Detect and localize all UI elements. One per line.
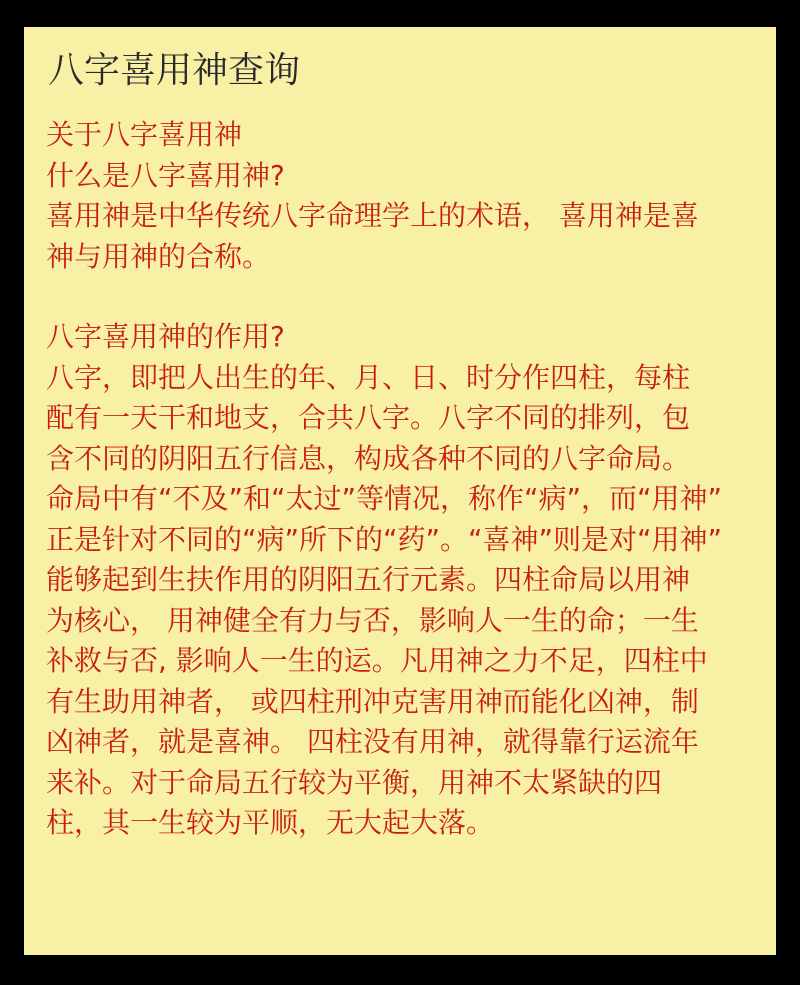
section-heading: 关于八字喜用神 — [46, 118, 243, 151]
question-heading: 八字喜用神的作用? — [46, 320, 285, 353]
paragraph-line: 神与用神的合称。 — [46, 239, 271, 273]
paragraph-line: 喜用神是中华传统八字命理学上的术语， 喜用神是喜 — [46, 199, 699, 232]
page-title: 八字喜用神查询 — [48, 50, 301, 91]
question-heading: 什么是八字喜用神? — [46, 158, 285, 192]
paragraph-line: 能够起到生扶作用的阴阳五行元素。四柱命局以用神 — [46, 563, 691, 596]
paragraph-line: 正是针对不同的“病”所下的“药”。“喜神”则是对“用神” — [46, 522, 723, 556]
paragraph-line: 补救与否, 影响人一生的运。凡用神之力不足，四柱中 — [46, 644, 708, 677]
paragraph-line: 凶神者，就是喜神。 四柱没有用神，就得靠行运流年 — [46, 725, 699, 758]
paragraph-line: 含不同的阴阳五行信息，构成各种不同的八字命局。 — [46, 441, 691, 475]
article-body — [46, 115, 758, 844]
paragraph-line: 为核心， 用神健全有力与否，影响人一生的命；一生 — [46, 603, 699, 637]
paragraph-line: 八字，即把人出生的年、月、日、时分作四柱，每柱 — [46, 360, 691, 394]
paragraph-line: 命局中有“不及”和“太过”等情况，称作“病”，而“用神” — [46, 482, 723, 515]
content-card — [24, 27, 776, 955]
paragraph-line: 来补。对于命局五行较为平衡，用神不太紧缺的四 — [46, 765, 663, 799]
paragraph-spacer — [46, 277, 758, 317]
paragraph-line: 有生助用神者， 或四柱刑冲克害用神而能化凶神，制 — [46, 684, 699, 718]
paragraph-line: 柱，其一生较为平顺，无大起大落。 — [46, 806, 495, 839]
paragraph-line: 配有一天干和地支，合共八字。八字不同的排列，包 — [46, 401, 691, 434]
